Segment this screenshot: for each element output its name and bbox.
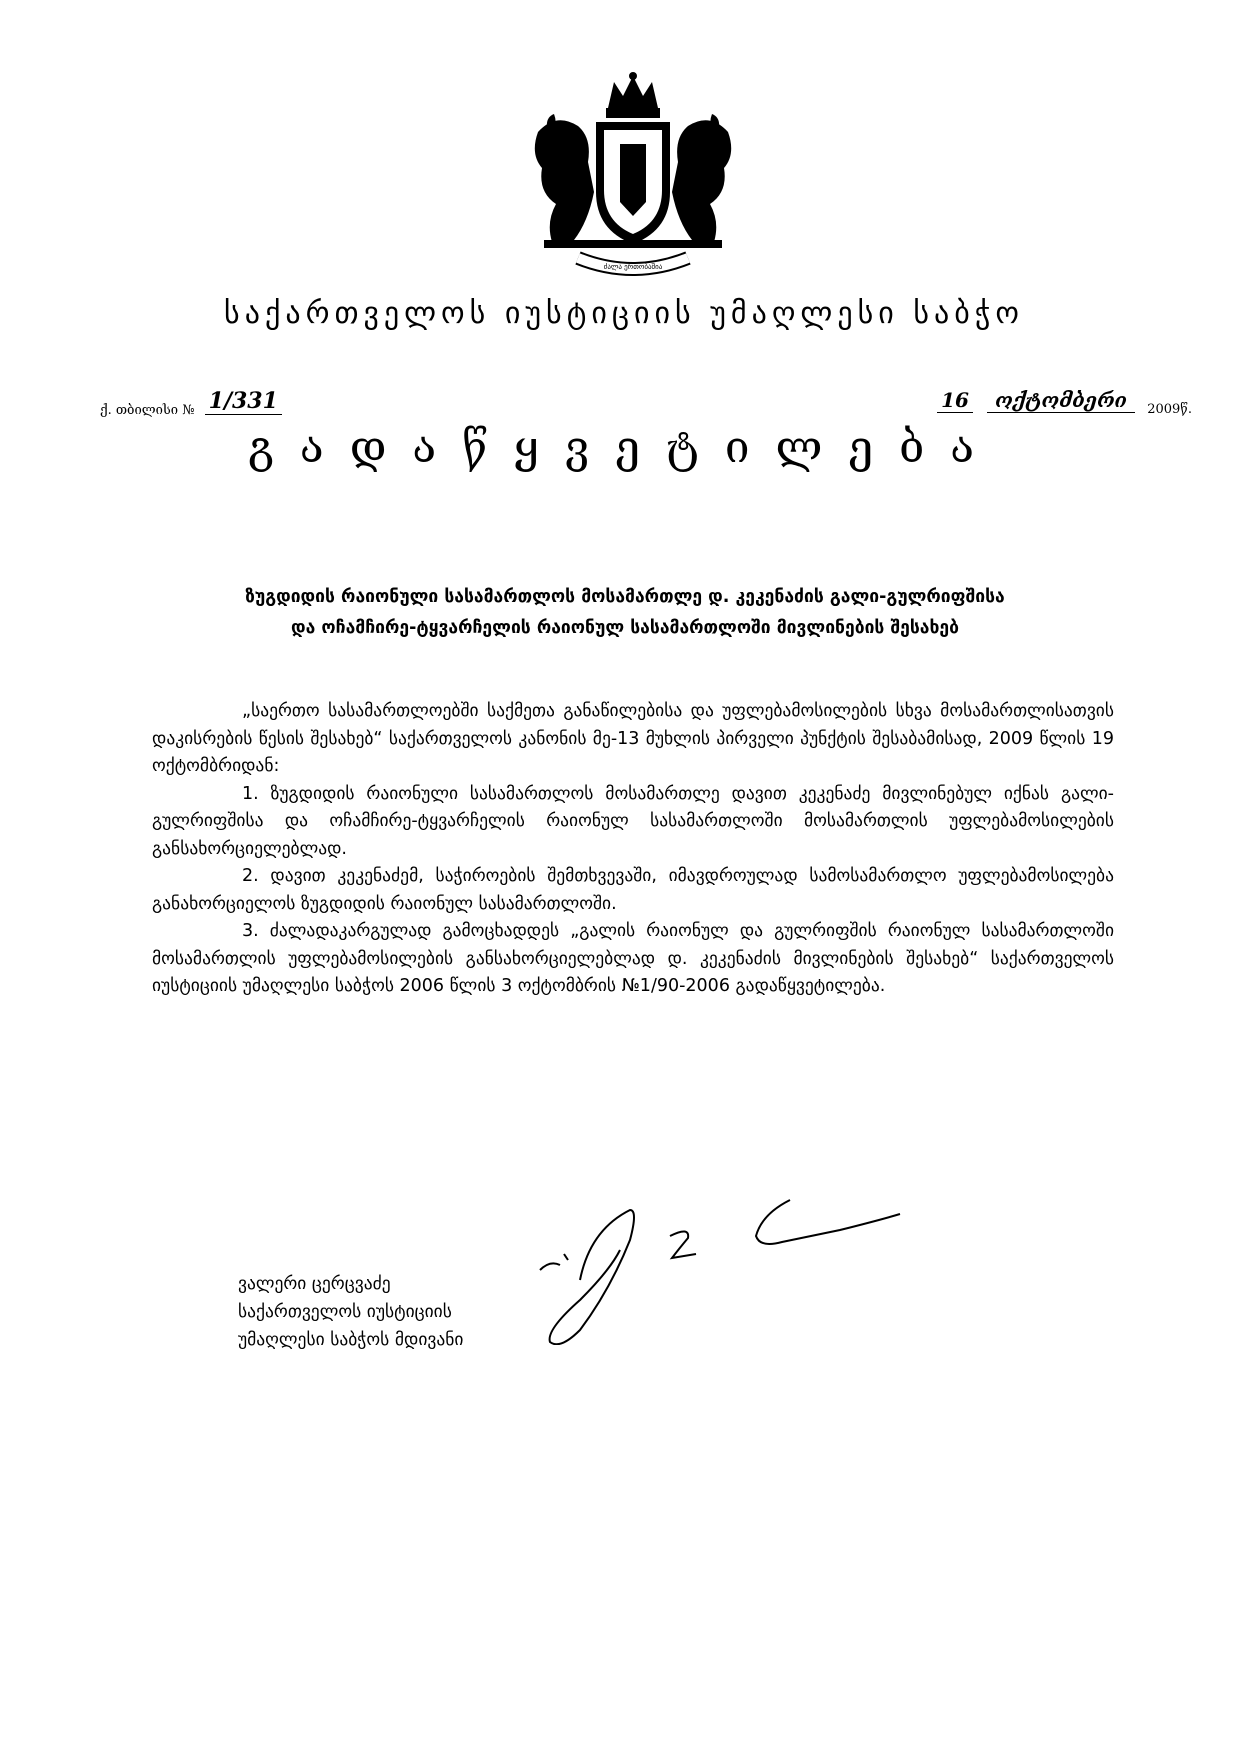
date-day: 16 <box>937 388 973 413</box>
document-number <box>100 388 282 420</box>
document-meta <box>100 388 1192 418</box>
council-name: საქართველოს იუსტიციის უმაღლესი საბჭო <box>224 296 1024 331</box>
number-handwritten: 1/331 <box>205 388 282 415</box>
item-2: 2. დავით კეკენაძემ, საჭიროების შემთხვევაში, იმავდროულად სამოსამართლო უფლებამოსილება განახორციელოს ზუგდიდის რაიონულ სასამართლოში. <box>152 866 1114 914</box>
emblem-motto: ძალა ერთობაშია <box>603 263 663 271</box>
subject-line-1: ზუგდიდის რაიონული სასამართლოს მოსამართლე დ. კეკენაძის გალი-გულრიფშისა <box>245 587 1005 607</box>
item-3: 3. ძალადაკარგულად გამოცხადდეს „გალის რაიონულ და გულრიფშის რაიონულ სასამართლოში მოსამართლის უფლებამოსილების განსახორციელებლად დ. კეკენაძის მივლინების შესახებ“ საქართველოს იუსტიციის უმაღლესი საბჭოს 2006 წლის 3 ოქტომბრის №1/90-2006 გადაწყვეტილება. <box>152 921 1114 996</box>
date-month: ოქტომბერი <box>987 388 1135 413</box>
document-title: გადაწყვეტილება <box>247 422 1000 473</box>
date-year: 2009წ. <box>1147 402 1192 417</box>
city-label: ქ. თბილისი № <box>100 403 195 418</box>
document-date <box>937 388 1192 419</box>
handwritten-signature <box>520 1170 980 1345</box>
document-subject <box>150 582 1100 644</box>
item-1: 1. ზუგდიდის რაიონული სასამართლოს მოსამართლე დავით კეკენაძე მივლინებულ იქნას გალი-გულრიფშისა და ოჩამჩირე-ტყვარჩელის რაიონულ სასამართლოში მოსამართლის უფლებამოსილების განსახორციელებლად. <box>152 783 1114 859</box>
signatory-position-1: საქართველოს იუსტიციის <box>238 1302 452 1322</box>
document-body <box>152 698 1114 1001</box>
signatory-name: ვალერი ცერცვაძე <box>238 1274 391 1294</box>
signatory-position-2: უმაღლესი საბჭოს მდივანი <box>238 1330 464 1350</box>
intro-paragraph: „საერთო სასამართლოებში საქმეთა განაწილებისა და უფლებამოსილების სხვა მოსამართლისათვის დაკისრების წესის შესახებ“ საქართველოს კანონის მე-13 მუხლის პირველი პუნქტის შესაბამისად, 2009 წლის 19 ოქტომბრიდან: <box>152 701 1114 776</box>
subject-line-2: და ოჩამჩირე-ტყვარჩელის რაიონულ სასამართლოში მივლინების შესახებ <box>291 618 959 638</box>
signatory-block <box>238 1270 463 1354</box>
coat-of-arms-emblem <box>508 72 758 287</box>
